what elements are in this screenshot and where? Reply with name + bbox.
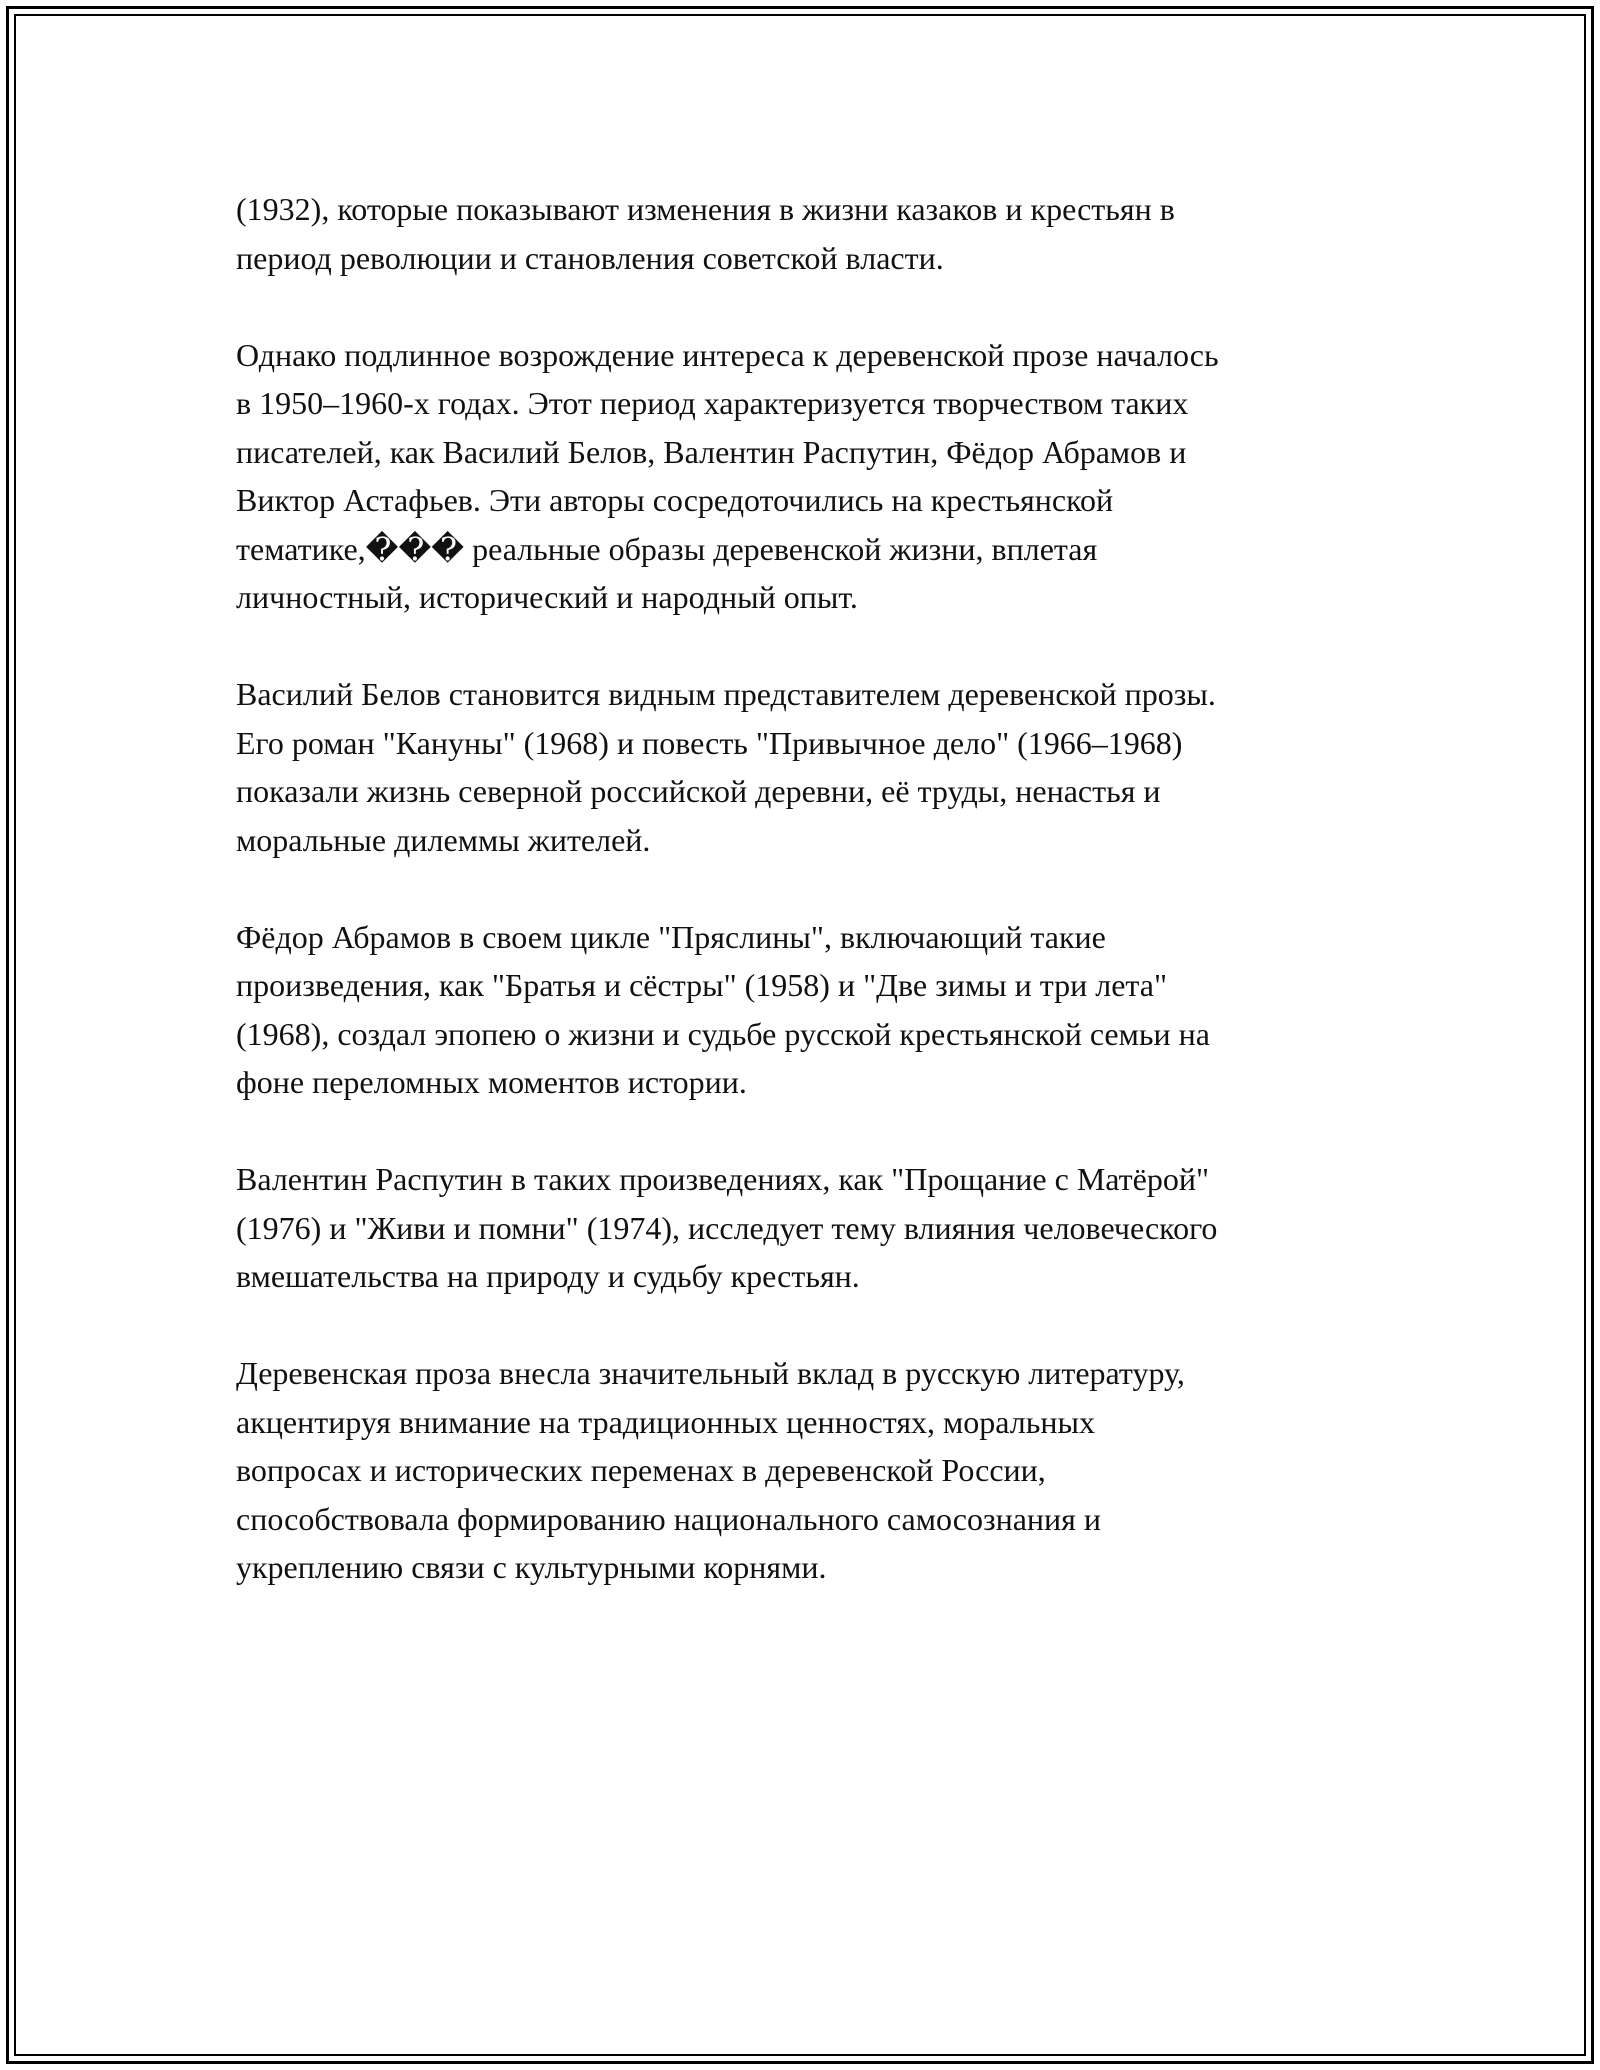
- paragraph-sholokhov-continuation: (1932), которые показывают изменения в жизни казаков и крестьян в период революции и становления советской власти.: [236, 191, 1175, 276]
- document-body: [236, 185, 1376, 1640]
- paragraph-conclusion: Деревенская проза внесла значительный вклад в русскую литературу, акцентируя внимание на традиционных ценностях, моральных вопросах и исторических переменах в деревенской России, способствовала формированию национального самосознания и укреплению связи с культурными корнями.: [236, 1355, 1185, 1585]
- paragraph-village-prose-revival: Однако подлинное возрождение интереса к деревенской прозе началось в 1950–1960-х годах. Этот период характеризуется творчеством таких писателей, как Василий Белов, Валентин Распутин, Фёдор Абрамов и Виктор Астафьев. Эти авторы сосредоточились на крестьянской тематике,��� реальные образы деревенской жизни, вплетая личностный, исторический и народный опыт.: [236, 336, 1219, 615]
- paragraph-abramov: Фёдор Абрамов в своем цикле "Пряслины", включающий такие произведения, как "Братья и сёстры" (1958) и "Две зимы и три лета" (1968), создал эпопею о жизни и судьбе русской крестьянской семьи на фоне переломных моментов истории.: [236, 918, 1210, 1100]
- paragraph-belov: Василий Белов становится видным представителем деревенской прозы. Его роман "Кануны" (1968) и повесть "Привычное дело" (1966–1968) показали жизнь северной российской деревни, её труды, ненастья и моральные дилеммы жителей.: [236, 676, 1216, 858]
- paragraph-rasputin: Валентин Распутин в таких произведениях, как "Прощание с Матёрой" (1976) и "Живи и помни" (1974), исследует тему влияния человеческого вмешательства на природу и судьбу крестьян.: [236, 1161, 1218, 1294]
